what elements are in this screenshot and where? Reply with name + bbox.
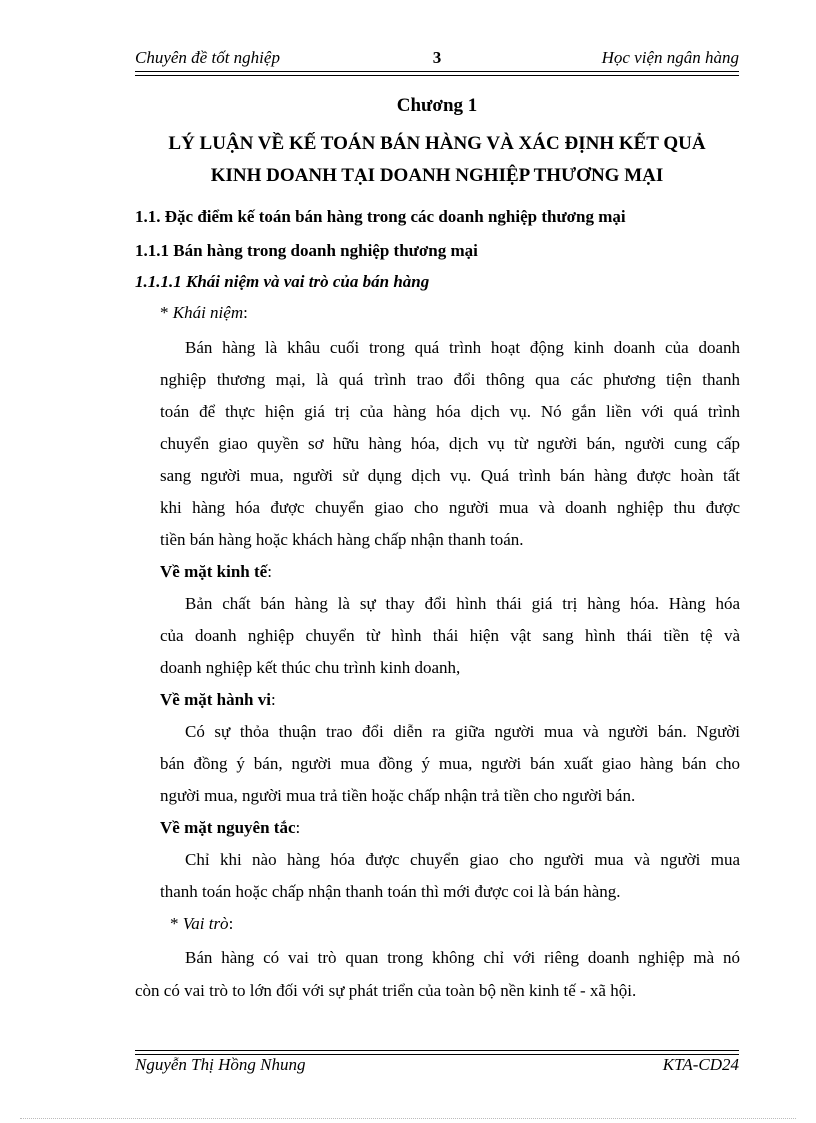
behavior-paragraph-line: bán đồng ý bán, người mua đồng ý mua, người bán xuất giao hàng bán cho: [160, 754, 740, 773]
concept-paragraph-line: khi hàng hóa được chuyển giao cho người mua và doanh nghiệp thu được: [160, 498, 740, 517]
behavior-paragraph-line: Có sự thỏa thuận trao đổi diễn ra giữa người mua và người bán. Người: [185, 722, 740, 741]
concept-paragraph-line: toán để thực hiện giá trị của hàng hóa dịch vụ. Nó gắn liền với quá trình: [160, 402, 740, 421]
economic-colon: :: [267, 562, 272, 581]
behavior-colon: :: [270, 690, 276, 709]
page-footer: [135, 1055, 739, 1079]
page-header: [135, 48, 739, 72]
role-paragraph-line: còn có vai trò to lớn đối với sự phát triển của toàn bộ nền kinh tế - xã hội.: [135, 981, 637, 1000]
section-heading-1-1: 1.1. Đặc điểm kế toán bán hàng trong các doanh nghiệp thương mại: [135, 207, 626, 226]
economic-paragraph-line: doanh nghiệp kết thúc chu trình kinh doanh,: [160, 658, 461, 677]
chapter-title-line-2: KINH DOANH TẠI DOANH NGHIỆP THƯƠNG MẠI: [210, 165, 664, 186]
concept-paragraph-line: Bán hàng là khâu cuối trong quá trình hoạt động kinh doanh của doanh: [185, 338, 740, 357]
footer-author: Nguyễn Thị Hồng Nhung: [135, 1055, 306, 1074]
concept-label-line: [160, 303, 248, 323]
role-label: Vai trò: [182, 914, 229, 933]
section-heading-1-1-1-1: 1.1.1.1 Khái niệm và vai trò của bán hàng: [135, 272, 430, 291]
role-label-line: [170, 914, 233, 934]
economic-heading-line: [160, 562, 272, 582]
chapter-title: [135, 128, 739, 192]
page-edge-divider: [20, 1118, 796, 1119]
principle-heading-line: [160, 818, 300, 838]
concept-bullet: *: [160, 303, 173, 322]
header-rule-thick: [135, 71, 739, 72]
behavior-paragraph-line: người mua, người mua trả tiền hoặc chấp nhận trả tiền cho người bán.: [160, 786, 636, 805]
footer-rule-thin: [135, 1050, 739, 1051]
economic-paragraph-line: Bản chất bán hàng là sự thay đổi hình thái giá trị hàng hóa. Hàng hóa: [185, 594, 740, 613]
header-rule-thin: [135, 75, 739, 76]
principle-colon: :: [295, 818, 301, 837]
behavior-heading: Về mặt hành vi: [160, 690, 271, 709]
footer-class-code: KTA-CD24: [662, 1055, 739, 1074]
section-heading-1-1-1: 1.1.1 Bán hàng trong doanh nghiệp thương mại: [135, 241, 478, 260]
principle-paragraph-line: thanh toán hoặc chấp nhận thanh toán thì mới được coi là bán hàng.: [160, 882, 621, 901]
header-page-number: 3: [432, 48, 442, 67]
concept-paragraph-line: tiền bán hàng hoặc khách hàng chấp nhận thanh toán.: [160, 530, 524, 549]
chapter-title-line-1: LÝ LUẬN VỀ KẾ TOÁN BÁN HÀNG VÀ XÁC ĐỊNH KẾT QUẢ: [168, 133, 706, 154]
concept-paragraph-line: nghiệp thương mại, là quá trình trao đổi thông qua các phương tiện thanh: [160, 370, 740, 389]
role-colon: :: [228, 914, 234, 933]
role-bullet: *: [170, 914, 183, 933]
economic-paragraph-line: của doanh nghiệp chuyển từ hình thái hiện vật sang hình thái tiền tệ và: [160, 626, 740, 645]
role-paragraph-line: Bán hàng có vai trò quan trong không chỉ với riêng doanh nghiệp mà nó: [185, 948, 740, 967]
concept-label: Khái niệm: [172, 303, 244, 322]
concept-paragraph-line: sang người mua, người sử dụng dịch vụ. Quá trình bán hàng được hoàn tất: [160, 466, 740, 485]
behavior-heading-line: [160, 690, 276, 710]
principle-paragraph-line: Chỉ khi nào hàng hóa được chuyển giao cho người mua và người mua: [185, 850, 740, 869]
principle-heading: Về mặt nguyên tắc: [160, 818, 296, 837]
header-institution: Học viện ngân hàng: [601, 48, 739, 67]
concept-colon: :: [243, 303, 248, 322]
economic-heading: Về mặt kinh tế: [160, 562, 268, 581]
chapter-label: Chương 1: [396, 95, 478, 116]
concept-paragraph-line: chuyển giao quyền sơ hữu hàng hóa, dịch vụ từ người bán, người cung cấp: [160, 434, 740, 453]
header-document-type: Chuyên đề tốt nghiệp: [135, 48, 280, 67]
